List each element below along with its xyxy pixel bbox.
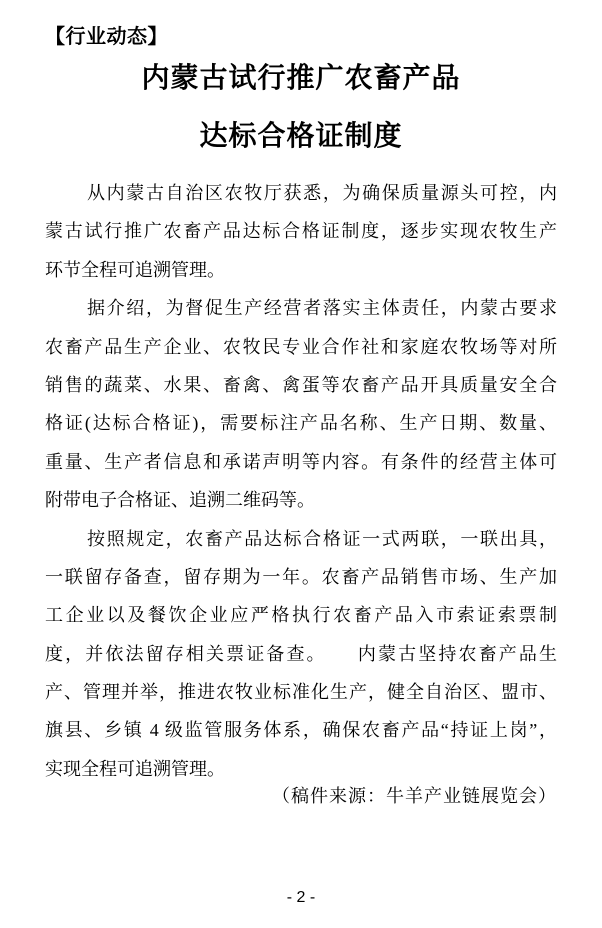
body-line: 农畜产品生产企业、农牧民专业合作社和家庭农牧场等对所 (45, 336, 557, 357)
body-line: 环节全程可追溯管理。 (45, 259, 225, 280)
body-line: 重量、生产者信息和承诺声明等内容。有条件的经营主体可 (45, 451, 557, 472)
body-line: 旗县、乡镇 4 级监管服务体系，确保农畜产品“持证上岗”， (45, 720, 557, 741)
section-tag: 【行业动态】 (45, 26, 168, 48)
body-line: 销售的蔬菜、水果、畜禽、禽蛋等农畜产品开具质量安全合 (45, 374, 557, 395)
body-line: 度，并依法留存相关票证备查。 内蒙古坚持农畜产品生 (45, 643, 557, 664)
title-line-1: 内蒙古试行推广农畜产品 (141, 63, 461, 94)
body-line: 附带电子合格证、追溯二维码等。 (45, 490, 315, 511)
body-line: 从内蒙古自治区农牧厅获悉，为确保质量源头可控，内 (87, 183, 557, 203)
body-line: 产、管理并举，推进农牧业标准化生产，健全自治区、盟市、 (45, 682, 557, 703)
body-line: 蒙古试行推广农畜产品达标合格证制度，逐步实现农牧生产 (45, 221, 557, 242)
page-number: - 2 - (286, 889, 316, 906)
body-line: 实现全程可追溯管理。 (45, 758, 225, 779)
body-line: 按照规定，农畜产品达标合格证一式两联，一联出具， (87, 528, 557, 549)
document-body (45, 174, 557, 788)
body-line: 格证(达标合格证)，需要标注产品名称、生产日期、数量、 (45, 413, 557, 434)
body-line: 据介绍，为督促生产经营者落实主体责任，内蒙古要求 (87, 298, 557, 319)
body-line: 一联留存备查，留存期为一年。农畜产品销售市场、生产加 (45, 566, 557, 587)
body-line: 工企业以及餐饮企业应严格执行农畜产品入市索证索票制 (45, 605, 557, 626)
title-line-2: 达标合格证制度 (199, 121, 403, 152)
attribution: （稿件来源：牛羊产业链展览会） (272, 786, 557, 806)
document-title (45, 50, 557, 166)
